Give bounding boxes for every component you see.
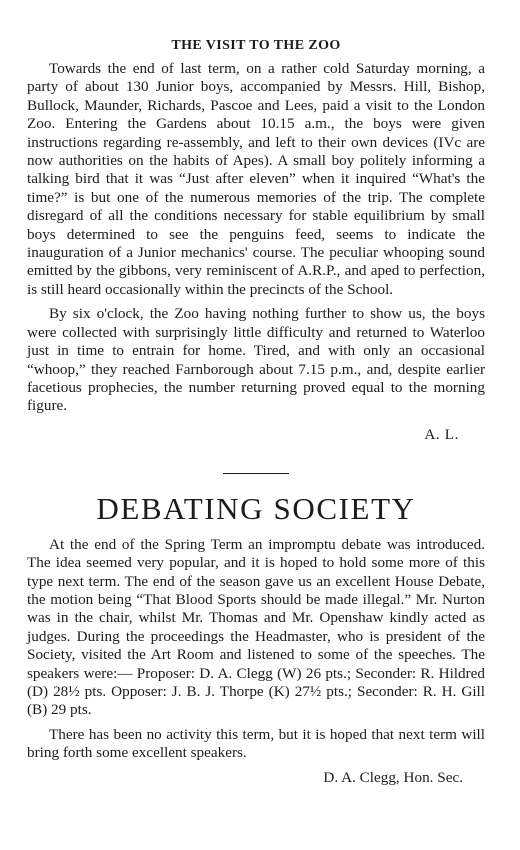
zoo-paragraph-2: By six o'clock, the Zoo having nothing further to show us, the boys were collected with surprisingly little difficulty and returned to Waterloo just in time to entrain for home. Tired, and with only an occasional “whoop,” they reached Farnborough about 7.15 p.m., and, despite earlier facetious prophecies, the number returning proved equal to the morning figure. <box>27 305 485 415</box>
zoo-article-signature: A. L. <box>424 425 459 443</box>
section-divider <box>223 473 289 474</box>
debating-paragraph-1: At the end of the Spring Term an impromptu debate was introduced. The idea seemed very popular, and it is hoped to hold some more of this type next term. The end of the season gave us an excellent House Debate, the motion being “That Blood Sports should be made illegal.” Mr. Nurton was in the chair, whilst Mr. Thomas and Mr. Openshaw kindly acted as judges. During the proceedings the Headmaster, who is president of the Society, visited the Art Room and listened to some of the speeches. The speakers were:— Proposer: D. A. Clegg (W) 26 pts.; Seconder: R. Hildred (D) 28½ pts. Opposer: J. B. J. Thorpe (K) 27½ pts.; Seconder: R. H. Gill (B) 29 pts. <box>27 535 485 719</box>
zoo-paragraph-1: Towards the end of last term, on a rather cold Saturday morning, a party of about 130 Junior boys, accompanied by Messrs. Hill, Bishop, Bullock, Maunder, Richards, Pascoe and Lees, paid a visit to the London Zoo. Entering the Gardens about 10.15 a.m., the boys were given instructions regarding re-assembly, and left to their own devices (IVc are now authorities on the habits of Apes). A small boy politely informing a talking bird that it was “Just after eleven” when it inquired “What's the time?” is but one of the numerous memories of the trip. The complete disregard of all the conditions necessary for stable equilibrium by small boys determined to see the penguins feed, seems to indicate the inauguration of a Junior mechanics' course. The peculiar whooping sound emitted by the gibbons, very reminiscent of A.R.P., and aped to perfection, is still heard occasionally within the precincts of the School. <box>27 60 485 298</box>
document-page <box>27 38 485 787</box>
debating-article-signature: D. A. Clegg, Hon. Sec. <box>323 768 463 786</box>
debating-paragraph-2: There has been no activity this term, but it is hoped that next term will bring forth some excellent speakers. <box>27 725 485 762</box>
debating-article-title: DEBATING SOCIETY <box>96 490 416 526</box>
zoo-article-title: THE VISIT TO THE ZOO <box>171 38 341 53</box>
